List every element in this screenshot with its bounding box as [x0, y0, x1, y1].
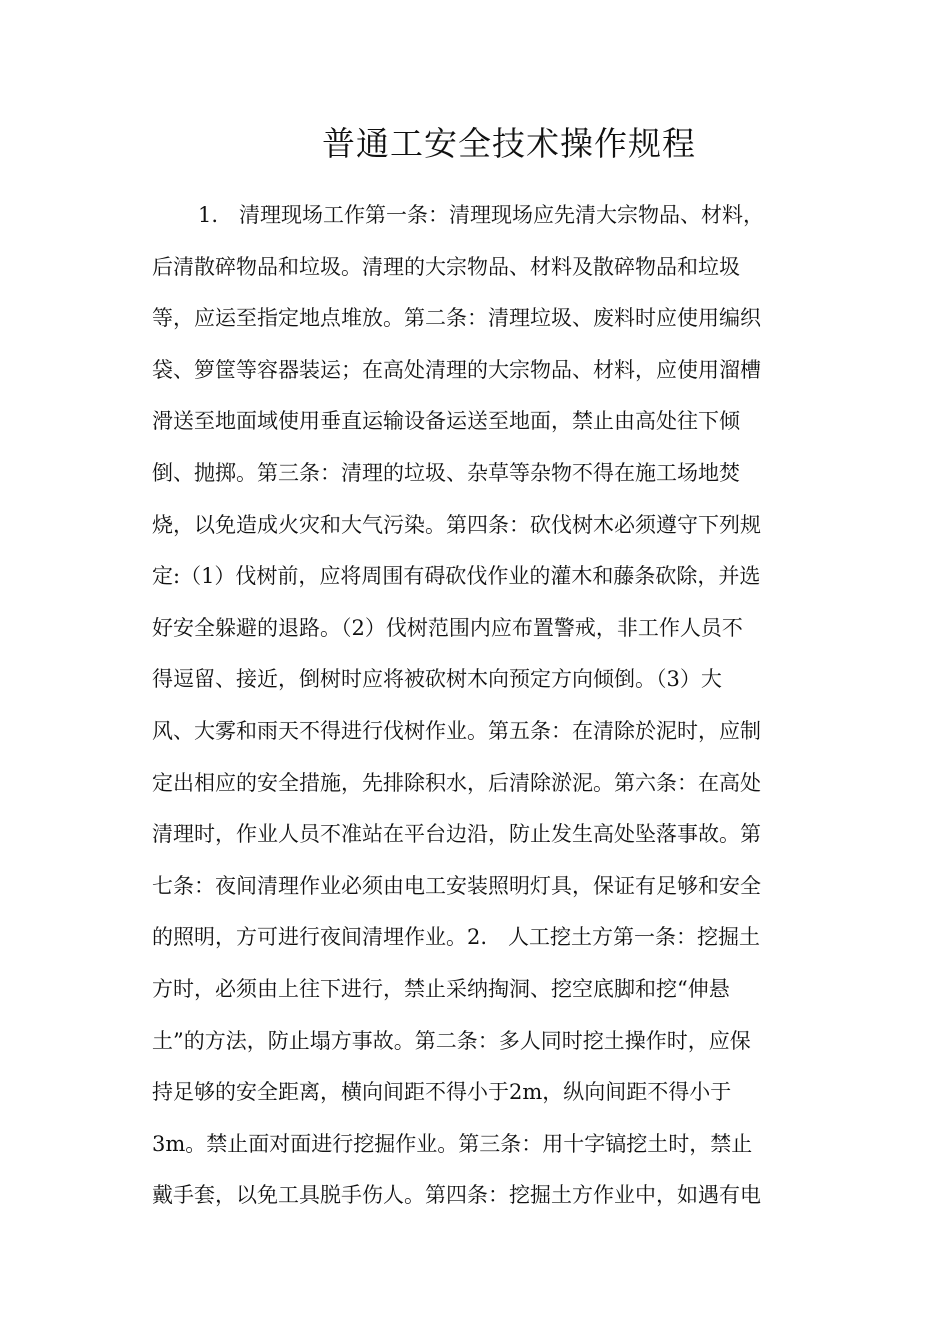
body-line: 倒、抛掷。第三条：清理的垃圾、杂草等杂物不得在施工场地焚: [152, 460, 740, 485]
body-line: 清理时，作业人员不准站在平台边沿，防止发生高处坠落事故。第: [152, 822, 761, 847]
body-line: 定出相应的安全措施，先排除积水，后清除淤泥。第六条：在高处: [152, 770, 761, 795]
body-line: 烧，以免造成火灾和大气污染。第四条：砍伐树木必须遵守下列规: [152, 512, 761, 537]
body-line: 土”的方法，防止塌方事故。第二条：多人同时挖土操作时，应保: [152, 1028, 751, 1053]
body-line: 戴手套，以免工具脱手伤人。第四条：挖掘土方作业中，如遇有电: [152, 1183, 761, 1208]
body-line: 等，应运至指定地点堆放。第二条：清理垃圾、废料时应使用编织: [152, 306, 761, 331]
body-line: 袋、箩筐等容器装运；在高处清理的大宗物品、材料，应使用溜槽: [152, 357, 761, 382]
body-line: 的照明，方可进行夜间清埋作业。2. 人工挖土方第一条：挖掘土: [152, 925, 761, 950]
document-title: 普通工安全技术操作规程: [322, 124, 696, 163]
body-line: 好安全躲避的退路。（2）伐树范围内应布置警戒，非工作人员不: [152, 615, 743, 640]
body-line: 风、大雾和雨天不得进行伐树作业。第五条：在清除於泥时，应制: [152, 718, 761, 743]
body-line: 后清散碎物品和垃圾。清理的大宗物品、材料及散碎物品和垃圾: [152, 254, 740, 279]
body-line: 定:（1）伐树前，应将周围有碍砍伐作业的灌木和藤条砍除，并选: [152, 564, 761, 589]
body-line: 持足够的安全距离，横向间距不得小于2m，纵向间距不得小于: [152, 1080, 732, 1105]
body-line: 七条：夜间清理作业必须由电工安装照明灯具，保证有足够和安全: [152, 873, 761, 898]
body-line: 滑送至地面域使用垂直运输设备运送至地面，禁止由高处往下倾: [152, 409, 740, 434]
body-line: 3m。禁止面对面进行挖掘作业。第三条：用十字镐挖土时，禁止: [152, 1131, 753, 1156]
body-line: 方时，必须由上往下进行，禁止采纳掏洞、挖空底脚和挖“伸悬: [152, 976, 730, 1001]
body-line: 1. 清理现场工作第一条：清理现场应先清大宗物品、材料，: [198, 203, 765, 227]
body-line: 得逗留、接近，倒树时应将被砍树木向预定方向倾倒。（3）大: [152, 667, 722, 692]
document-body: [152, 190, 812, 1222]
